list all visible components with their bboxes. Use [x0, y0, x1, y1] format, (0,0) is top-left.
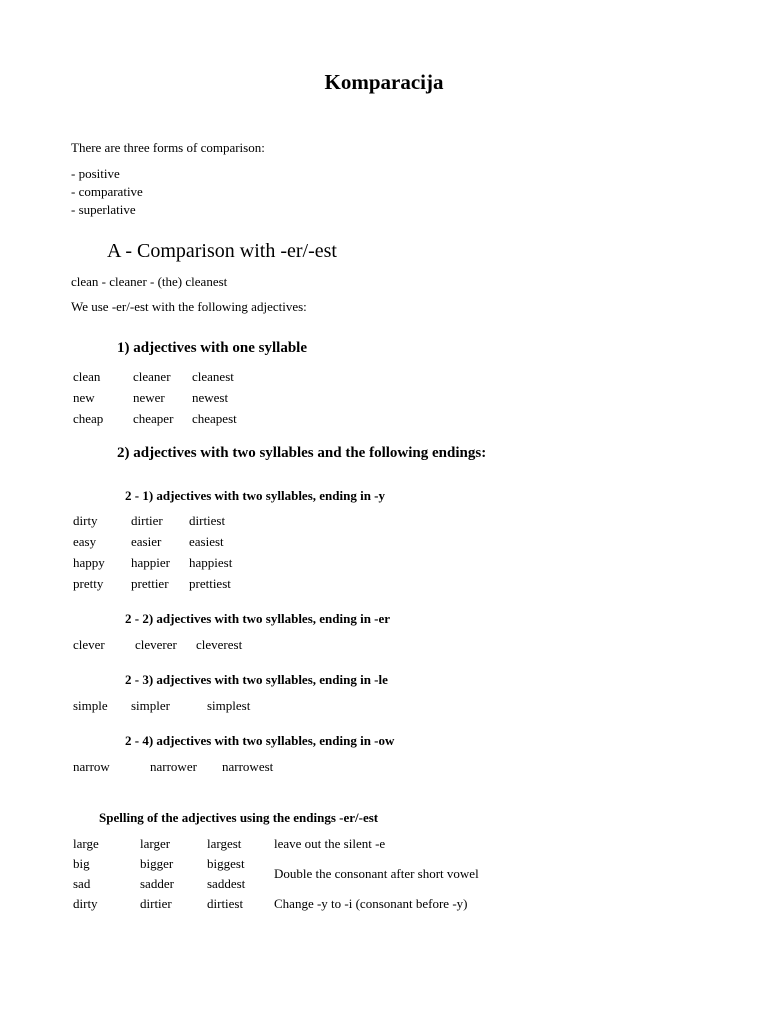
table-cell: sadder [140, 876, 174, 891]
table-cell: new [73, 389, 95, 405]
table-cell: dirtiest [189, 512, 226, 528]
spelling-note: Change -y to -i (consonant before -y) [274, 896, 468, 911]
list-item: - superlative [71, 202, 136, 217]
table-cell: dirtier [140, 896, 172, 911]
table-row [70, 531, 235, 552]
table-cell: simplest [207, 697, 251, 713]
intro-text: There are three forms of comparison: [71, 140, 265, 155]
table-cell: cheap [73, 410, 104, 426]
table-cell: cheapest [192, 410, 237, 426]
group2-heading: 2) adjectives with two syllables and the following endings: [117, 445, 487, 461]
sub-le-table [70, 695, 253, 716]
sub-er-heading: 2 - 2) adjectives with two syllables, ending in -er [125, 611, 391, 626]
table-cell: pretty [73, 575, 104, 591]
spelling-table [70, 834, 482, 914]
table-cell: clever [73, 636, 105, 652]
table-row [70, 573, 235, 594]
sub-er-table [70, 634, 245, 655]
table-row [70, 894, 482, 914]
group1-heading: 1) adjectives with one syllable [117, 340, 307, 356]
table-cell: dirtier [131, 512, 163, 528]
table-cell: easiest [189, 533, 224, 549]
sub-y-heading: 2 - 1) adjectives with two syllables, ending in -y [125, 488, 385, 503]
table-cell: dirtiest [207, 896, 244, 911]
table-cell: dirty [73, 512, 98, 528]
table-cell: largest [207, 836, 242, 851]
table-row [70, 634, 245, 655]
table-cell: biggest [207, 856, 245, 871]
table-cell: easier [131, 533, 162, 549]
table-cell: easy [73, 533, 97, 549]
table-cell: happier [131, 554, 170, 570]
section-a-usage: We use -er/-est with the following adjectives: [71, 299, 307, 314]
list-item: - comparative [71, 184, 143, 199]
table-cell: simple [73, 697, 108, 713]
table-cell: cleaner [133, 368, 171, 384]
table-cell: happy [73, 554, 105, 570]
table-cell: newest [192, 389, 229, 405]
section-a-example: clean - cleaner - (the) cleanest [71, 274, 228, 289]
section-a-heading: A - Comparison with -er/-est [107, 240, 337, 262]
table-cell: cleverest [196, 636, 243, 652]
table-cell: simpler [131, 697, 170, 713]
table-cell: big [73, 856, 90, 871]
table-row [70, 510, 235, 531]
table-cell: prettier [131, 575, 169, 591]
table-cell: saddest [207, 876, 246, 891]
spelling-note: leave out the silent -e [274, 836, 386, 851]
table-cell: prettiest [189, 575, 231, 591]
spelling-heading: Spelling of the adjectives using the endings -er/-est [99, 810, 379, 825]
table-cell: cleverer [135, 636, 177, 652]
table-row [70, 408, 240, 429]
group1-table [70, 366, 240, 429]
table-row [70, 552, 235, 573]
table-cell: narrowest [222, 758, 274, 774]
table-cell: happiest [189, 554, 233, 570]
sub-y-table [70, 510, 235, 594]
table-cell: dirty [73, 896, 98, 911]
table-row [70, 366, 240, 387]
sub-ow-table [70, 756, 276, 777]
table-cell: bigger [140, 856, 174, 871]
table-row [70, 695, 253, 716]
table-cell: larger [140, 836, 171, 851]
table-cell: large [73, 836, 99, 851]
sub-le-heading: 2 - 3) adjectives with two syllables, ending in -le [125, 672, 388, 687]
table-cell: clean [73, 368, 101, 384]
spelling-note: Double the consonant after short vowel [274, 866, 479, 881]
table-row [70, 854, 482, 874]
table-cell: cleanest [192, 368, 234, 384]
table-row [70, 834, 482, 854]
table-cell: newer [133, 389, 165, 405]
forms-list [71, 165, 143, 219]
page-title: Komparacija [324, 70, 444, 94]
table-cell: narrow [73, 758, 110, 774]
table-cell: cheaper [133, 410, 174, 426]
table-cell: narrower [150, 758, 197, 774]
table-row [70, 387, 240, 408]
sub-ow-heading: 2 - 4) adjectives with two syllables, ending in -ow [125, 733, 395, 748]
list-item: - positive [71, 166, 120, 181]
table-cell: sad [73, 876, 91, 891]
table-row [70, 756, 276, 777]
